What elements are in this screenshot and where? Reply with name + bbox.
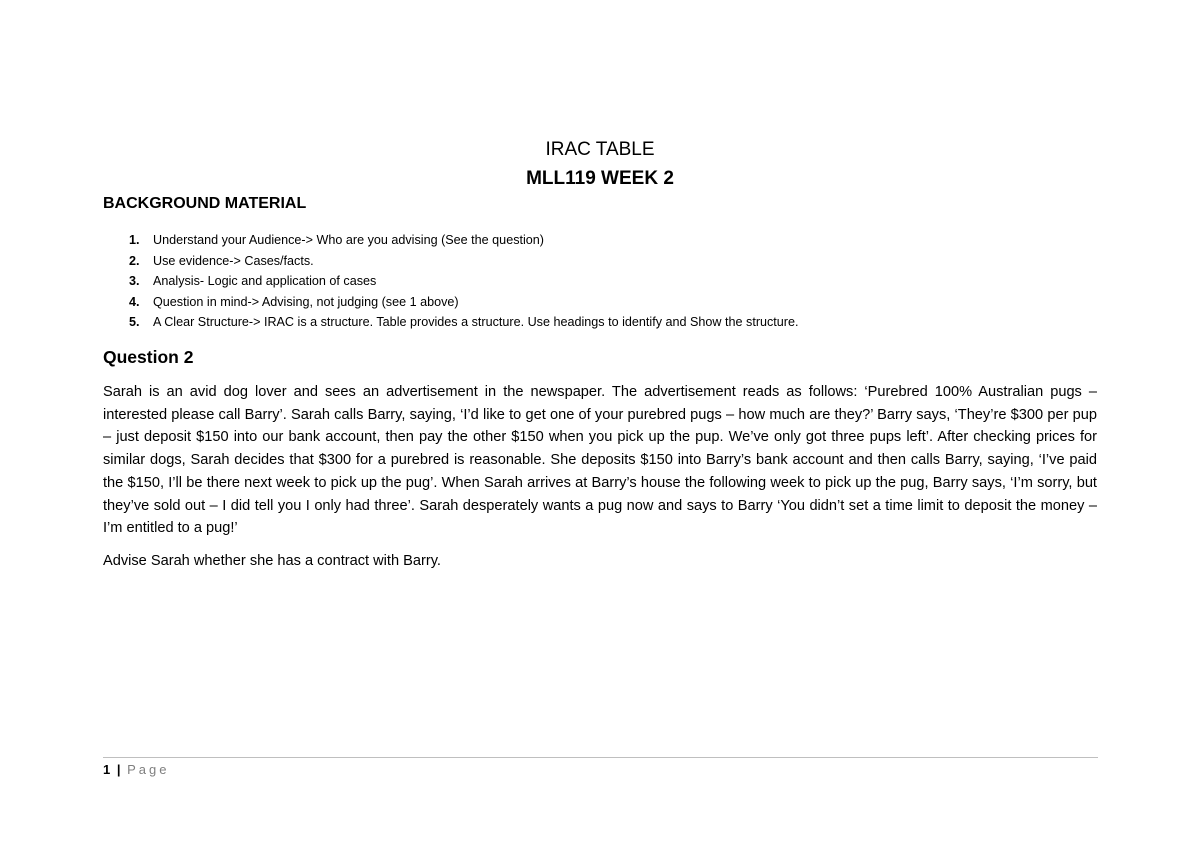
list-item bbox=[103, 271, 799, 292]
footer-divider bbox=[103, 757, 1098, 758]
question-heading: Question 2 bbox=[103, 347, 194, 367]
question-instruction: Advise Sarah whether she has a contract with Barry. bbox=[103, 553, 441, 569]
page-footer bbox=[103, 761, 170, 779]
list-item-number: 4. bbox=[129, 294, 140, 309]
footer-separator: | bbox=[116, 762, 121, 777]
question-body: Sarah is an avid dog lover and sees an advertisement in the newspaper. The advertisement reads as follows: ‘Purebred 100% Australian pugs – interested please call Barry’. Sarah calls Barry, saying, ‘I’d like to get one of your purebred pugs – how much are they?’ Barry says, ‘They’re $300 per pup – just deposit $150 into our bank account, then pay the other $150 when you pick up the pup. We’ve only got three pups left’. After checking prices for similar dogs, Sarah decides that $300 for a purebred is reasonable. She deposits $150 into Barry’s bank account and then calls Barry, saying, ‘I’ve paid the $150, I’ll be there next week to pick up the pug’. When Sarah arrives at Barry’s house the following week to pick up the pug, Barry says, ‘I’m sorry, but they’ve sold out – I did tell you I only had three’. Sarah desperately wants a pug now and says to Barry ‘You didn’t set a time limit to deposit the money – I’m entitled to a pug!’ bbox=[103, 384, 1097, 537]
document-subtitle: MLL119 WEEK 2 bbox=[526, 168, 674, 189]
list-item-text: Question in mind-> Advising, not judging (see 1 above) bbox=[153, 294, 459, 309]
document-title: IRAC TABLE bbox=[545, 139, 655, 160]
list-item-text: Use evidence-> Cases/facts. bbox=[153, 253, 314, 268]
list-item-text: A Clear Structure-> IRAC is a structure. Table provides a structure. Use headings to identify and Show the structure. bbox=[153, 315, 799, 330]
list-item bbox=[103, 251, 799, 272]
list-item-number: 5. bbox=[129, 315, 140, 330]
list-item bbox=[103, 312, 799, 333]
list-item bbox=[103, 230, 799, 251]
page-label: Page bbox=[127, 762, 170, 777]
list-item-text: Analysis- Logic and application of cases bbox=[153, 274, 377, 289]
background-list bbox=[103, 230, 799, 333]
list-item-text: Understand your Audience-> Who are you advising (See the question) bbox=[153, 233, 544, 247]
list-item-number: 3. bbox=[129, 274, 140, 289]
list-item bbox=[103, 292, 799, 313]
list-item-number: 2. bbox=[129, 253, 140, 268]
list-item-number: 1. bbox=[129, 233, 140, 247]
page-number: 1 bbox=[103, 762, 111, 777]
background-heading: BACKGROUND MATERIAL bbox=[103, 195, 307, 212]
